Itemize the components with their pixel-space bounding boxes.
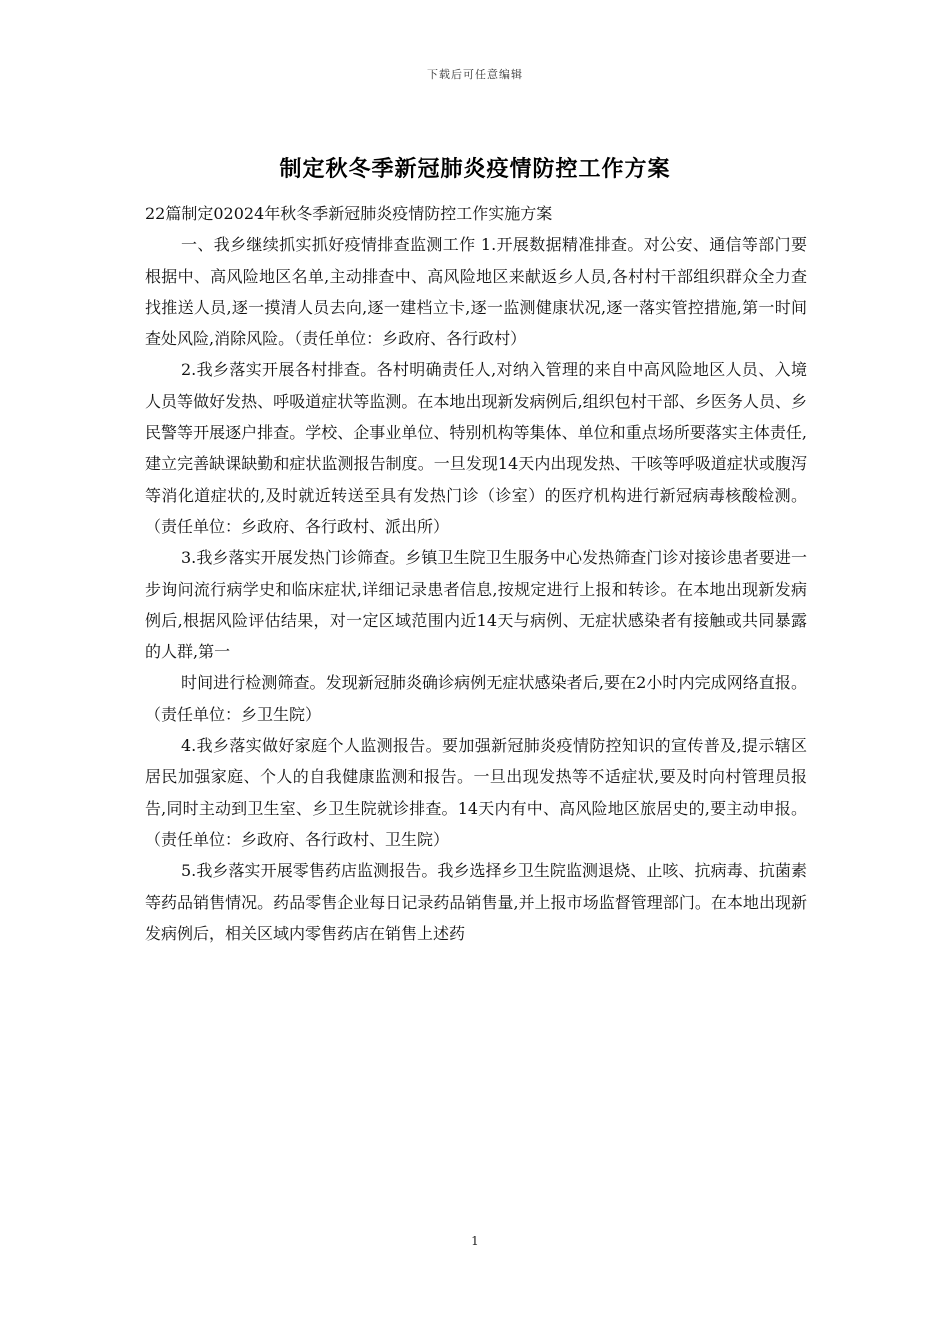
paragraph-3-continued: 时间进行检测筛查。发现新冠肺炎确诊病例无症状感染者后,要在2小时内完成网络直报。（责任单位：乡卫生院） [145, 673, 807, 724]
paragraph-1: 一、我乡继续抓实抓好疫情排查监测工作 1.开展数据精准排查。对公安、通信等部门要根据中、高风险地区名单,主动排查中、高风险地区来献返乡人员,各村村干部组织群众全力查找推送人员,逐一摸清人员去向,逐一建档立卡,逐一监测健康状况,逐一落实管控措施,第一时间查处风险,消除风险。（责任单位：乡政府、各行政村） [145, 235, 807, 349]
document-subtitle: 22篇制定02024年秋冬季新冠肺炎疫情防控工作实施方案 [145, 204, 553, 223]
paragraph-3: 3.我乡落实开展发热门诊筛查。乡镇卫生院卫生服务中心发热筛查门诊对接诊患者要进一步询问流行病学史和临床症状,详细记录患者信息,按规定进行上报和转诊。在本地出现新发病例后,根据风险评估结果，对一定区域范围内近14天与病例、无症状感染者有接触或共同暴露的人群,第一 [145, 548, 807, 662]
paragraph-5: 5.我乡落实开展零售药店监测报告。我乡选择乡卫生院监测退烧、止咳、抗病毒、抗菌素等药品销售情况。药品零售企业每日记录药品销售量,并上报市场监督管理部门。在本地出现新发病例后，相关区域内零售药店在销售上述药 [145, 861, 807, 943]
page-header-note: 下载后可任意编辑 [427, 68, 523, 81]
document-title: 制定秋冬季新冠肺炎疫情防控工作方案 [279, 157, 671, 182]
document-body [145, 198, 807, 949]
paragraph-4: 4.我乡落实做好家庭个人监测报告。要加强新冠肺炎疫情防控知识的宣传普及,提示辖区居民加强家庭、个人的自我健康监测和报告。一旦出现发热等不适症状,要及时向村管理员报告,同时主动到卫生室、乡卫生院就诊排查。14天内有中、高风险地区旅居史的,要主动申报。（责任单位：乡政府、各行政村、卫生院） [145, 736, 807, 849]
page-number: 1 [471, 1234, 479, 1248]
paragraph-2: 2.我乡落实开展各村排查。各村明确责任人,对纳入管理的来自中高风险地区人员、入境人员等做好发热、呼吸道症状等监测。在本地出现新发病例后,组织包村干部、乡医务人员、乡民警等开展逐户排查。学校、企事业单位、特别机构等集体、单位和重点场所要落实主体责任,建立完善缺课缺勤和症状监测报告制度。一旦发现14天内出现发热、干咳等呼吸道症状或腹泻等消化道症状的,及时就近转送至具有发热门诊（诊室）的医疗机构进行新冠病毒核酸检测。（责任单位：乡政府、各行政村、派出所） [145, 360, 807, 536]
